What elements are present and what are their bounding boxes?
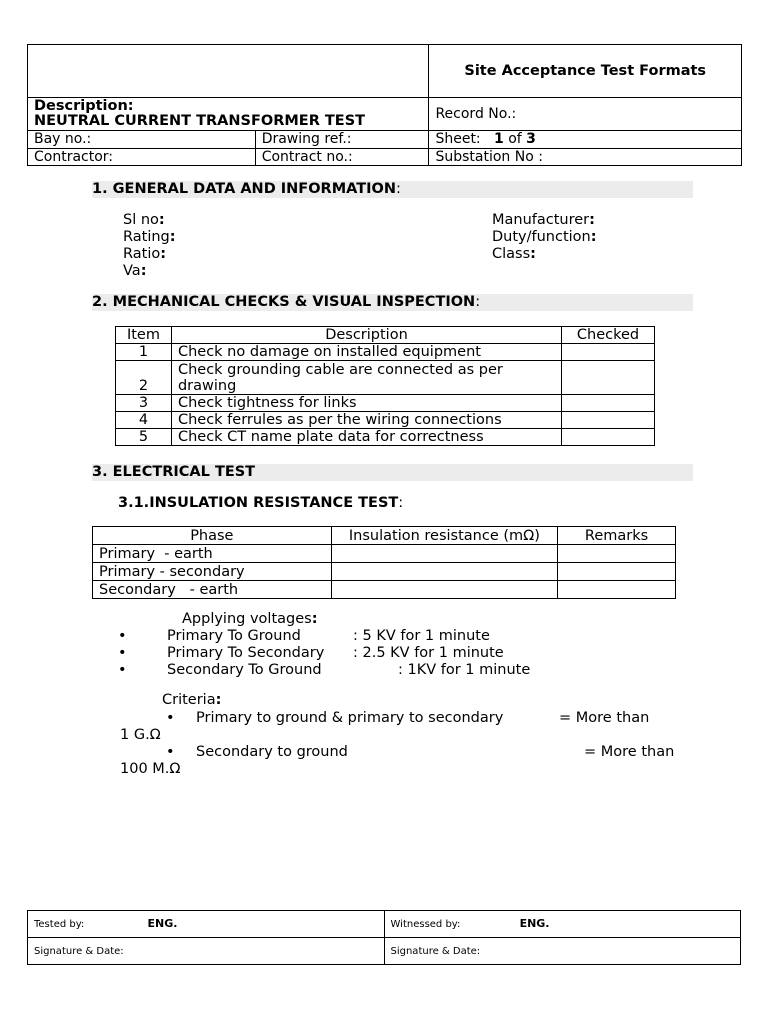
remarks-cell[interactable] bbox=[558, 581, 676, 599]
mechanical-checks-table bbox=[115, 326, 655, 446]
insulation-resistance-table bbox=[92, 526, 676, 599]
column-header: Description bbox=[171, 327, 561, 344]
item-number: 2 bbox=[116, 361, 172, 395]
footer-signature-table bbox=[27, 910, 741, 965]
tested-by-label: Tested by: bbox=[34, 919, 85, 930]
logo-cell bbox=[28, 45, 429, 98]
section-3-heading bbox=[92, 464, 693, 481]
bullet-icon: • bbox=[118, 662, 127, 678]
voltage-name: Primary To Secondary bbox=[167, 645, 325, 661]
section-1-heading: 1. GENERAL DATA AND INFORMATION: bbox=[92, 181, 693, 198]
item-description: Check ferrules as per the wiring connections bbox=[171, 412, 561, 429]
resistance-cell[interactable] bbox=[331, 563, 557, 581]
sub-heading-text: 3.1.INSULATION RESISTANCE TEST bbox=[118, 495, 399, 511]
field-ratio: Ratio: bbox=[123, 246, 167, 262]
section-2-heading: 2. MECHANICAL CHECKS & VISUAL INSPECTION: bbox=[92, 294, 693, 311]
bay-no-field: Bay no.: bbox=[28, 131, 256, 149]
checked-cell[interactable] bbox=[562, 361, 655, 395]
resistance-cell[interactable] bbox=[331, 581, 557, 599]
remarks-cell[interactable] bbox=[558, 563, 676, 581]
voltage-value: : 1KV for 1 minute bbox=[398, 662, 531, 678]
field-class: Class: bbox=[492, 246, 536, 262]
field-manufacturer: Manufacturer: bbox=[492, 212, 595, 228]
table-row bbox=[93, 545, 676, 563]
signature-date-label: Signature & Date: bbox=[390, 945, 481, 957]
general-right-fields bbox=[492, 212, 597, 263]
description-value: NEUTRAL CURRENT TRANSFORMER TEST bbox=[34, 113, 366, 129]
phase-cell: Primary - secondary bbox=[93, 563, 332, 581]
item-number: 3 bbox=[116, 395, 172, 412]
table-row bbox=[116, 344, 655, 361]
table-row bbox=[116, 429, 655, 446]
field-duty-function: Duty/function: bbox=[492, 229, 597, 245]
section-2-heading-text: 2. MECHANICAL CHECKS & VISUAL INSPECTION bbox=[92, 294, 476, 310]
witnessed-by-cell[interactable] bbox=[384, 911, 741, 938]
sheet-of: of bbox=[508, 131, 522, 147]
tested-by-eng: ENG. bbox=[147, 917, 178, 930]
witnessed-by-label: Witnessed by: bbox=[390, 919, 461, 930]
column-header: Checked bbox=[562, 327, 655, 344]
tested-by-cell[interactable] bbox=[28, 911, 385, 938]
item-description: Check no damage on installed equipment bbox=[171, 344, 561, 361]
bullet-icon: • bbox=[118, 628, 127, 644]
criteria-continuation: 1 G.Ω bbox=[120, 727, 161, 743]
drawing-ref-field: Drawing ref.: bbox=[255, 131, 429, 149]
sheet-number: 1 bbox=[494, 131, 504, 147]
table-row bbox=[116, 361, 655, 395]
criteria-continuation: 100 M.Ω bbox=[120, 761, 181, 777]
record-no-field: Record No.: bbox=[429, 98, 742, 131]
header-table bbox=[27, 44, 742, 166]
checked-cell[interactable] bbox=[562, 395, 655, 412]
table-row bbox=[93, 581, 676, 599]
table-row bbox=[93, 563, 676, 581]
voltage-value: : 5 KV for 1 minute bbox=[353, 628, 490, 644]
voltage-value: : 2.5 KV for 1 minute bbox=[353, 645, 504, 661]
criteria-value: = More than bbox=[559, 710, 650, 726]
witnessed-signature-cell[interactable] bbox=[384, 938, 741, 965]
sheet-field bbox=[429, 131, 742, 149]
table-row bbox=[116, 395, 655, 412]
bullet-icon: • bbox=[118, 645, 127, 661]
checked-cell[interactable] bbox=[562, 344, 655, 361]
phase-cell: Primary - earth bbox=[93, 545, 332, 563]
resistance-cell[interactable] bbox=[331, 545, 557, 563]
sub-heading-insulation: 3.1.INSULATION RESISTANCE TEST: bbox=[118, 495, 404, 511]
sheet-total: 3 bbox=[526, 131, 536, 147]
column-header: Phase bbox=[93, 527, 332, 545]
field-sl-no: Sl no: bbox=[123, 212, 165, 228]
table-header-row bbox=[116, 327, 655, 344]
section-3-heading-text: 3. ELECTRICAL TEST bbox=[92, 464, 256, 480]
item-number: 5 bbox=[116, 429, 172, 446]
checked-cell[interactable] bbox=[562, 429, 655, 446]
bullet-icon: • bbox=[166, 744, 175, 760]
criteria-text: Primary to ground & primary to secondary bbox=[196, 710, 504, 726]
bullet-icon: • bbox=[166, 710, 175, 726]
applying-voltages-label: Applying voltages: bbox=[182, 611, 318, 627]
phase-cell: Secondary - earth bbox=[93, 581, 332, 599]
item-number: 4 bbox=[116, 412, 172, 429]
remarks-cell[interactable] bbox=[558, 545, 676, 563]
item-description: Check tightness for links bbox=[171, 395, 561, 412]
item-number: 1 bbox=[116, 344, 172, 361]
sheet-label: Sheet: bbox=[435, 131, 481, 147]
table-row bbox=[116, 412, 655, 429]
table-header-row bbox=[93, 527, 676, 545]
voltage-name: Primary To Ground bbox=[167, 628, 301, 644]
voltage-name: Secondary To Ground bbox=[167, 662, 322, 678]
description-cell bbox=[28, 98, 429, 131]
contractor-field: Contractor: bbox=[28, 149, 256, 166]
section-1-heading-text: 1. GENERAL DATA AND INFORMATION bbox=[92, 181, 396, 197]
page-title: Site Acceptance Test Formats bbox=[429, 45, 742, 98]
column-header: Remarks bbox=[558, 527, 676, 545]
description-label: Description: bbox=[34, 98, 134, 114]
contract-no-field: Contract no.: bbox=[255, 149, 429, 166]
criteria-label: Criteria: bbox=[162, 692, 222, 708]
field-rating: Rating: bbox=[123, 229, 176, 245]
tested-signature-cell[interactable] bbox=[28, 938, 385, 965]
field-va: Va: bbox=[123, 263, 147, 279]
column-header: Item bbox=[116, 327, 172, 344]
general-left-fields bbox=[123, 212, 176, 280]
column-header: Insulation resistance (mΩ) bbox=[331, 527, 557, 545]
criteria-value: = More than bbox=[584, 744, 675, 760]
item-description: Check grounding cable are connected as per drawing bbox=[171, 361, 561, 395]
criteria-text: Secondary to ground bbox=[196, 744, 348, 760]
signature-date-label: Signature & Date: bbox=[34, 945, 124, 957]
substation-no-field: Substation No : bbox=[429, 149, 742, 166]
checked-cell[interactable] bbox=[562, 412, 655, 429]
witnessed-by-eng: ENG. bbox=[519, 917, 550, 930]
item-description: Check CT name plate data for correctness bbox=[171, 429, 561, 446]
